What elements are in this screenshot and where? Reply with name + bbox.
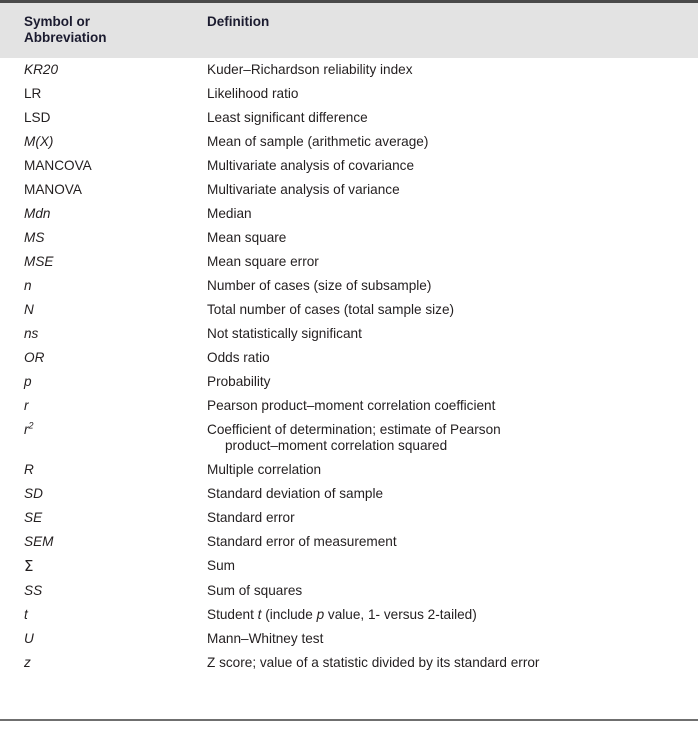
definition-text: Total number of cases (total sample size) (207, 302, 455, 317)
definition-text: Standard error of measurement (207, 534, 397, 549)
symbol-text: MANCOVA (24, 158, 92, 173)
definition-text: Not statistically significant (207, 326, 362, 341)
cell-symbol (0, 530, 207, 554)
symbol-text: KR20 (24, 62, 59, 77)
symbol-text: N (24, 302, 34, 317)
cell-symbol (0, 250, 207, 274)
definition-text: Multivariate analysis of covariance (207, 158, 415, 173)
cell-definition (207, 154, 698, 178)
definition-text: Z score; value of a statistic divided by its standard error (207, 655, 540, 670)
definition-text: Number of cases (size of subsample) (207, 278, 432, 293)
table-header (0, 2, 698, 59)
symbol-text: z (24, 655, 31, 670)
cell-definition (207, 82, 698, 106)
table-row (0, 178, 698, 202)
cell-definition (207, 226, 698, 250)
cell-definition (207, 202, 698, 226)
cell-symbol (0, 154, 207, 178)
symbol-text: SE (24, 510, 43, 525)
definition-text: Mean square error (207, 254, 319, 269)
symbol-text: MSE (24, 254, 54, 269)
table-row (0, 130, 698, 154)
definition-text: Mean square (207, 230, 287, 245)
symbol-text: SEM (24, 534, 54, 549)
definition-text: Probability (207, 374, 271, 389)
cell-definition (207, 370, 698, 394)
symbol-text: LR (24, 86, 42, 101)
cell-definition (207, 530, 698, 554)
table-row (0, 579, 698, 603)
table-row (0, 458, 698, 482)
table-row (0, 394, 698, 418)
symbol-text: Σ (24, 557, 34, 575)
cell-symbol (0, 226, 207, 250)
cell-symbol (0, 651, 207, 675)
symbol-text: r (24, 398, 29, 413)
definition-text (207, 607, 477, 622)
table-row (0, 226, 698, 250)
cell-symbol (0, 58, 207, 82)
symbol-text: M(X) (24, 134, 54, 149)
column-header-definition (207, 2, 698, 59)
cell-definition (207, 250, 698, 274)
cell-definition (207, 627, 698, 651)
definition-text: Mean of sample (arithmetic average) (207, 134, 429, 149)
table-bottom-rule (0, 719, 698, 721)
symbol-text: U (24, 631, 34, 646)
symbol-text: R (24, 462, 34, 477)
definition-text-line2: product–moment correlation squared (225, 438, 448, 453)
cell-symbol (0, 106, 207, 130)
table-row (0, 58, 698, 82)
cell-symbol (0, 370, 207, 394)
table-row (0, 202, 698, 226)
cell-symbol (0, 579, 207, 603)
symbol-text: p (24, 374, 32, 389)
cell-symbol (0, 418, 207, 458)
cell-symbol (0, 130, 207, 154)
cell-definition (207, 130, 698, 154)
cell-definition (207, 298, 698, 322)
definition-fragment: (include (261, 607, 317, 622)
cell-symbol (0, 627, 207, 651)
definition-text: Multiple correlation (207, 462, 322, 477)
table-row (0, 482, 698, 506)
table-row (0, 346, 698, 370)
table-row (0, 603, 698, 627)
cell-definition (207, 274, 698, 298)
table-row (0, 554, 698, 579)
definition-text: Sum of squares (207, 583, 303, 598)
definition-text: Odds ratio (207, 350, 270, 365)
table-row (0, 250, 698, 274)
cell-symbol (0, 458, 207, 482)
cell-symbol (0, 322, 207, 346)
definition-fragment: value, 1- versus 2-tailed) (324, 607, 477, 622)
definition-variable: p (316, 607, 325, 622)
cell-definition (207, 458, 698, 482)
column-header-symbol-line2: Abbreviation (24, 30, 107, 45)
table-row (0, 106, 698, 130)
cell-definition (207, 418, 698, 458)
symbol-exponent: 2 (28, 420, 34, 431)
definition-text: Standard error (207, 510, 295, 525)
table-header-row (0, 2, 698, 59)
cell-symbol (0, 274, 207, 298)
cell-definition (207, 603, 698, 627)
definition-text: Median (207, 206, 252, 221)
symbol-text: OR (24, 350, 45, 365)
symbol-text: SS (24, 583, 43, 598)
cell-symbol (0, 178, 207, 202)
table-row (0, 298, 698, 322)
table-body (0, 58, 698, 675)
cell-symbol (0, 394, 207, 418)
cell-symbol (0, 346, 207, 370)
definition-text: Multivariate analysis of variance (207, 182, 400, 197)
table-row (0, 322, 698, 346)
table-row (0, 530, 698, 554)
cell-definition (207, 58, 698, 82)
symbol-text: ns (24, 326, 39, 341)
cell-definition (207, 394, 698, 418)
definition-variable: t (257, 607, 262, 622)
definition-text: Standard deviation of sample (207, 486, 384, 501)
table-row (0, 82, 698, 106)
definition-text: Least significant difference (207, 110, 368, 125)
cell-symbol (0, 82, 207, 106)
cell-symbol (0, 298, 207, 322)
table-row (0, 274, 698, 298)
definition-fragment: Student (207, 607, 258, 622)
column-header-symbol-line1: Symbol or (24, 14, 91, 29)
symbol-text: LSD (24, 110, 51, 125)
symbol-text: MS (24, 230, 45, 245)
definition-text: Sum (207, 558, 235, 573)
symbol-text: n (24, 278, 32, 293)
symbol-text: Mdn (24, 206, 51, 221)
table-row (0, 506, 698, 530)
cell-definition (207, 579, 698, 603)
table-row (0, 370, 698, 394)
cell-definition (207, 322, 698, 346)
symbol-text: MANOVA (24, 182, 82, 197)
cell-symbol (0, 506, 207, 530)
table-row (0, 627, 698, 651)
table-row (0, 651, 698, 675)
definition-text: Pearson product–moment correlation coefficient (207, 398, 496, 413)
definition-text: Mann–Whitney test (207, 631, 324, 646)
symbol-text: SD (24, 486, 43, 501)
cell-symbol (0, 603, 207, 627)
definition-text: Likelihood ratio (207, 86, 299, 101)
cell-symbol (0, 202, 207, 226)
symbol-text: t (24, 607, 28, 622)
symbol-text: $r^2$ (24, 420, 34, 437)
cell-symbol (0, 554, 207, 579)
cell-definition (207, 651, 698, 675)
cell-definition (207, 554, 698, 579)
cell-definition (207, 106, 698, 130)
definition-text: Coefficient of determination; estimate of Pearson (207, 422, 501, 437)
cell-symbol (0, 482, 207, 506)
table-row (0, 154, 698, 178)
cell-definition (207, 506, 698, 530)
column-header-definition-line1: Definition (207, 14, 270, 29)
table-row (0, 418, 698, 458)
cell-definition (207, 346, 698, 370)
cell-definition (207, 482, 698, 506)
definition-text: Kuder–Richardson reliability index (207, 62, 413, 77)
column-header-symbol (0, 2, 207, 59)
cell-definition (207, 178, 698, 202)
